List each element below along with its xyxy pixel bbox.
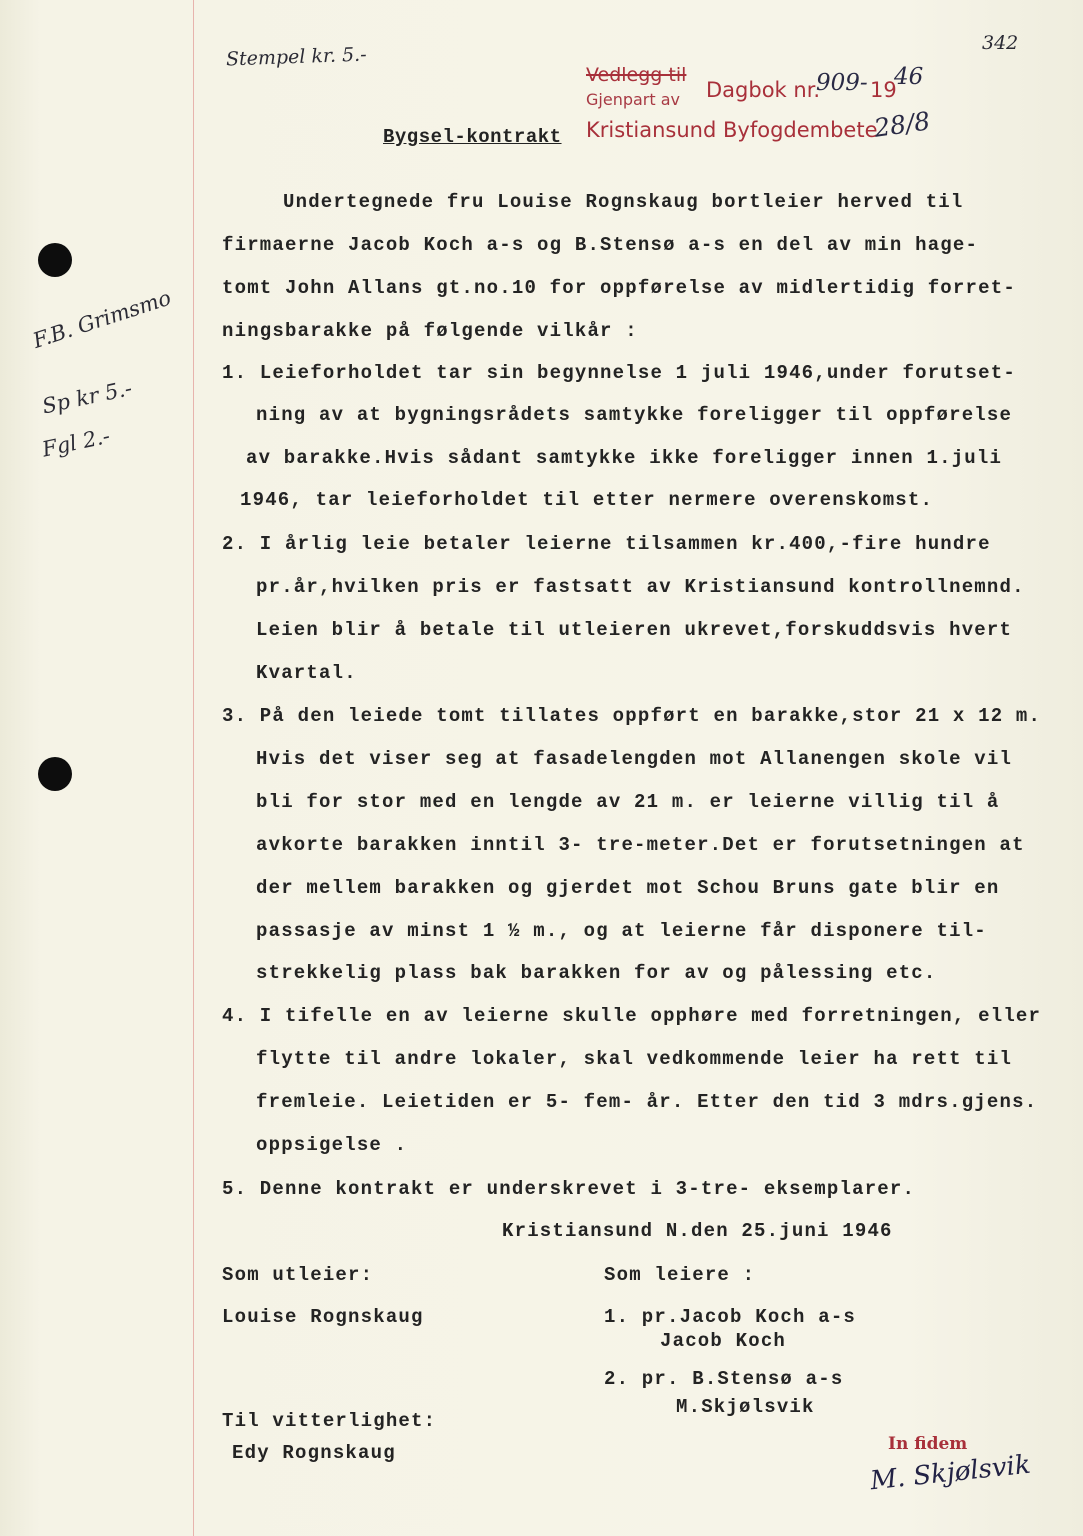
body-line: av barakke.Hvis sådant samtykke ikke foreligger innen 1.juli (246, 447, 1003, 469)
body-line: fremleie. Leietiden er 5- fem- år. Etter den tid 3 mdrs.gjens. (256, 1091, 1038, 1113)
body-line: ningsbarakke på følgende vilkår : (222, 320, 638, 342)
clause-4: 4. I tifelle en av leierne skulle opphøre med forretningen, eller (222, 1005, 1042, 1027)
clause-2: 2. I årlig leie betaler leierne tilsammen kr.400,-fire hundre (222, 533, 991, 555)
clause-5: 5. Denne kontrakt er underskrevet i 3-tre- eksemplarer. (222, 1178, 916, 1200)
body-line: Kvartal. (256, 662, 357, 684)
stamp-gjenpart: Gjenpart av (586, 90, 680, 109)
body-line: Undertegnede fru Louise Rognskaug bortleier herved til (283, 191, 964, 213)
margin-note-fee-sp: Sp kr 5.- (40, 376, 135, 419)
lessor-name: Louise Rognskaug (222, 1306, 424, 1328)
body-line: passasje av minst 1 ½ m., og at leierne får disponere til- (256, 920, 987, 942)
body-line: tomt John Allans gt.no.10 for oppførelse av midlertidig forret- (222, 277, 1016, 299)
document-title: Bygsel-kontrakt (383, 126, 562, 148)
body-line: pr.år,hvilken pris er fastsatt av Kristiansund kontrollnemnd. (256, 576, 1025, 598)
body-line: der mellem barakken og gjerdet mot Schou Bruns gate blir en (256, 877, 1000, 899)
in-fidem-stamp: In fidem (888, 1434, 968, 1454)
punch-hole-top (38, 243, 72, 277)
witness-name: Edy Rognskaug (232, 1442, 396, 1464)
stamp-date: 28/8 (872, 106, 932, 143)
clause-1: 1. Leieforholdet tar sin begynnelse 1 juli 1946,under forutset- (222, 362, 1016, 384)
stamp-dagbok-label: Dagbok nr. (706, 78, 821, 102)
stamp-office: Kristiansund Byfogdembete (586, 118, 878, 142)
margin-rule (193, 0, 194, 1536)
lessee-1-signatory: Jacob Koch (660, 1330, 787, 1352)
lessee-2-signatory: M.Skjølsvik (676, 1396, 815, 1418)
clause-3: 3. På den leiede tomt tillates oppført en barakke,stor 21 x 12 m. (222, 705, 1042, 727)
lessees-label: Som leiere : (604, 1264, 756, 1286)
body-line: avkorte barakken inntil 3- tre-meter.Det er forutsetningen at (256, 834, 1025, 856)
body-line: 1946, tar leieforholdet til etter nermere overenskomst. (240, 489, 934, 511)
stamp-duty-note: Stempel kr. 5.- (225, 43, 367, 71)
lessor-label: Som utleier: (222, 1264, 374, 1286)
body-line: bli for stor med en lengde av 21 m. er leierne villig til å (256, 791, 1000, 813)
body-line: oppsigelse . (256, 1134, 408, 1156)
body-line: firmaerne Jacob Koch a-s og B.Stensø a-s en del av min hage- (222, 234, 979, 256)
stamp-year-suffix: 46 (894, 64, 924, 90)
punch-hole-bottom (38, 757, 72, 791)
stamp-vedlegg: Vedlegg til (586, 64, 687, 86)
margin-note-grimsmo: F.B. Grimsmo (30, 285, 174, 353)
body-line: ning av at bygningsrådets samtykke foreligger til oppførelse (256, 404, 1013, 426)
body-line: Hvis det viser seg at fasadelengden mot Allanengen skole vil (256, 748, 1013, 770)
lessee-1-firm: 1. pr.Jacob Koch a-s (604, 1306, 857, 1328)
witness-label: Til vitterlighet: (222, 1410, 437, 1432)
margin-note-fee-fgl: Fgl 2.- (40, 423, 113, 462)
place-date: Kristiansund N.den 25.juni 1946 (502, 1220, 893, 1242)
stamp-year-prefix: 19 (870, 78, 897, 102)
stamp-dagbok-number: 909- (816, 70, 868, 96)
handwritten-signature: M. Skjølsvik (868, 1449, 1032, 1497)
body-line: strekkelig plass bak barakken for av og pålessing etc. (256, 962, 937, 984)
lessee-2-firm: 2. pr. B.Stensø a-s (604, 1368, 844, 1390)
body-line: flytte til andre lokaler, skal vedkommende leier ha rett til (256, 1048, 1013, 1070)
body-line: Leien blir å betale til utleieren ukrevet,forskuddsvis hvert (256, 619, 1013, 641)
page-number: 342 (982, 32, 1019, 54)
